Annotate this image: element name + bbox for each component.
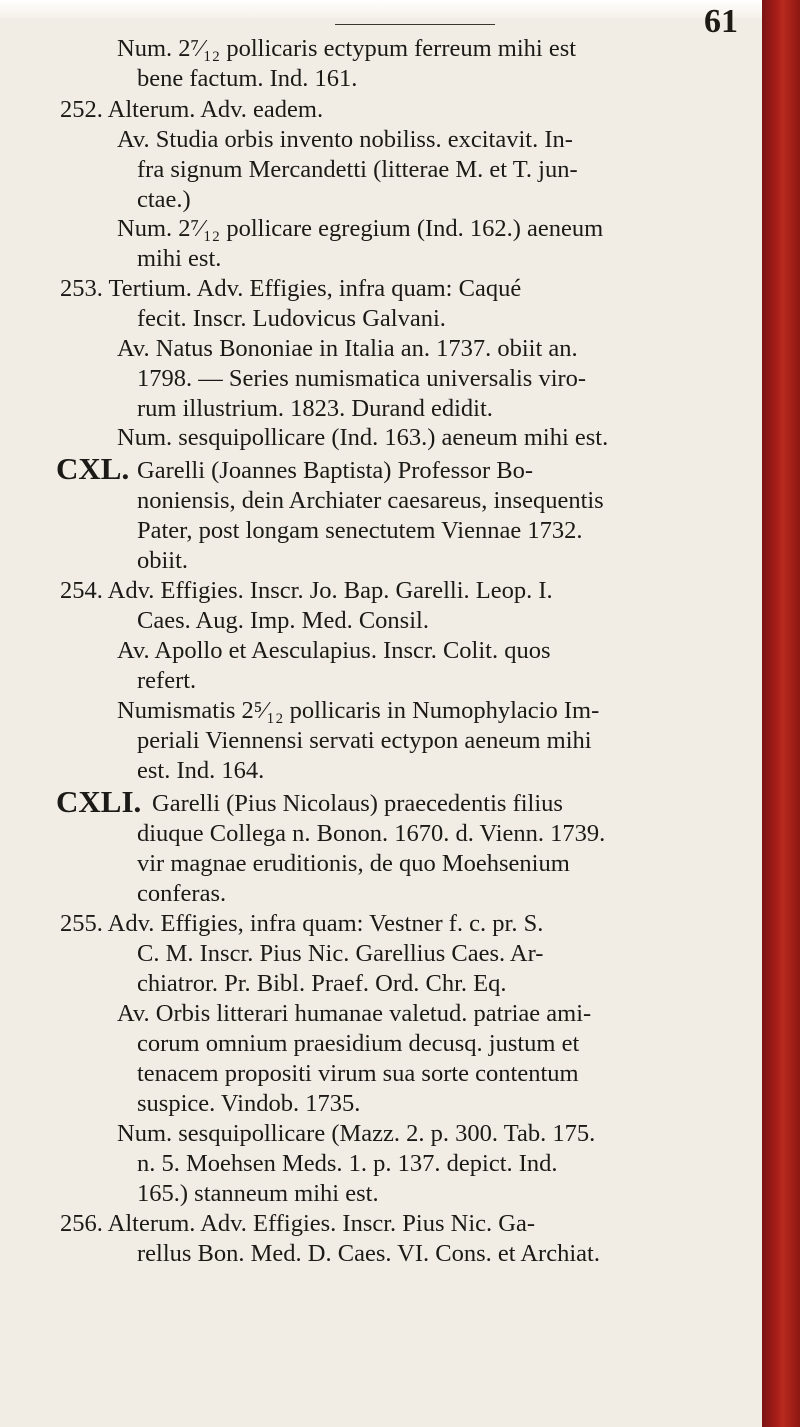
- text-line: Av. Orbis litterari humanae valetud. patriae ami-: [117, 1000, 592, 1027]
- text-line: Caes. Aug. Imp. Med. Consil.: [137, 607, 429, 634]
- text-line: ctae.): [137, 186, 191, 213]
- text-line: fecit. Inscr. Ludovicus Galvani.: [137, 305, 446, 332]
- text-line: Numismatis 2⁵⁄₁₂ pollicaris in Numophylacio Im-: [117, 697, 600, 724]
- text-line: bene factum. Ind. 161.: [137, 65, 358, 92]
- text-line: Av. Apollo et Aesculapius. Inscr. Colit. quos: [117, 637, 551, 664]
- text-line: chiatror. Pr. Bibl. Praef. Ord. Chr. Eq.: [137, 970, 507, 997]
- text-line: Av. Studia orbis invento nobiliss. excitavit. In-: [117, 126, 573, 153]
- text-line: suspice. Vindob. 1735.: [137, 1090, 361, 1117]
- text-line: n. 5. Moehsen Meds. 1. p. 137. depict. Ind.: [137, 1150, 558, 1177]
- section-mark: CXLI.: [56, 784, 142, 819]
- text-line: conferas.: [137, 880, 227, 907]
- text-line: obiit.: [137, 547, 189, 574]
- text-line: corum omnium praesidium decusq. justum et: [137, 1030, 580, 1057]
- page-number: 61: [704, 3, 738, 40]
- page-top-edge: [0, 0, 762, 18]
- section-mark: CXL.: [56, 451, 130, 486]
- text-line: Num. 2⁷⁄₁₂ pollicare egregium (Ind. 162.) aeneum: [117, 215, 604, 242]
- text-line: 255. Adv. Effigies, infra quam: Vestner f. c. pr. S.: [60, 910, 544, 937]
- text-line: 165.) stanneum mihi est.: [137, 1180, 379, 1207]
- text-line: C. M. Inscr. Pius Nic. Garellius Caes. Ar-: [137, 940, 544, 967]
- text-line: tenacem propositi virum sua sorte contentum: [137, 1060, 579, 1087]
- text-line: Garelli (Pius Nicolaus) praecedentis filius: [152, 790, 563, 817]
- text-line: diuque Collega n. Bonon. 1670. d. Vienn. 1739.: [137, 820, 606, 847]
- text-line: refert.: [137, 667, 197, 694]
- text-line: vir magnae eruditionis, de quo Moehsenium: [137, 850, 570, 877]
- text-line: 254. Adv. Effigies. Inscr. Jo. Bap. Garelli. Leop. I.: [60, 577, 553, 604]
- text-line: 256. Alterum. Adv. Effigies. Inscr. Pius Nic. Ga-: [60, 1210, 535, 1237]
- text-line: periali Viennensi servati ectypon aeneum mihi: [137, 727, 592, 754]
- text-line: noniensis, dein Archiater caesareus, insequentis: [137, 487, 604, 514]
- text-line: Num. sesquipollicare (Ind. 163.) aeneum mihi est.: [117, 424, 609, 451]
- text-line: Garelli (Joannes Baptista) Professor Bo-: [137, 457, 533, 484]
- text-line: Num. 2⁷⁄₁₂ pollicaris ectypum ferreum mihi est: [117, 35, 577, 62]
- text-line: mihi est.: [137, 245, 222, 272]
- text-line: Num. sesquipollicare (Mazz. 2. p. 300. Tab. 175.: [117, 1120, 596, 1147]
- text-line: fra signum Mercandetti (litterae M. et T. jun-: [137, 156, 578, 183]
- text-line: 253. Tertium. Adv. Effigies, infra quam: Caqué: [60, 275, 522, 302]
- text-line: Av. Natus Bononiae in Italia an. 1737. obiit an.: [117, 335, 578, 362]
- header-rule: [335, 24, 495, 25]
- red-book-edge: [762, 0, 800, 1427]
- text-line: rum illustrium. 1823. Durand edidit.: [137, 395, 493, 422]
- text-line: Pater, post longam senectutem Viennae 1732.: [137, 517, 583, 544]
- text-line: 1798. — Series numismatica universalis viro-: [137, 365, 587, 392]
- text-line: rellus Bon. Med. D. Caes. VI. Cons. et Archiat.: [137, 1240, 600, 1267]
- text-line: est. Ind. 164.: [137, 757, 265, 784]
- text-line: 252. Alterum. Adv. eadem.: [60, 96, 324, 123]
